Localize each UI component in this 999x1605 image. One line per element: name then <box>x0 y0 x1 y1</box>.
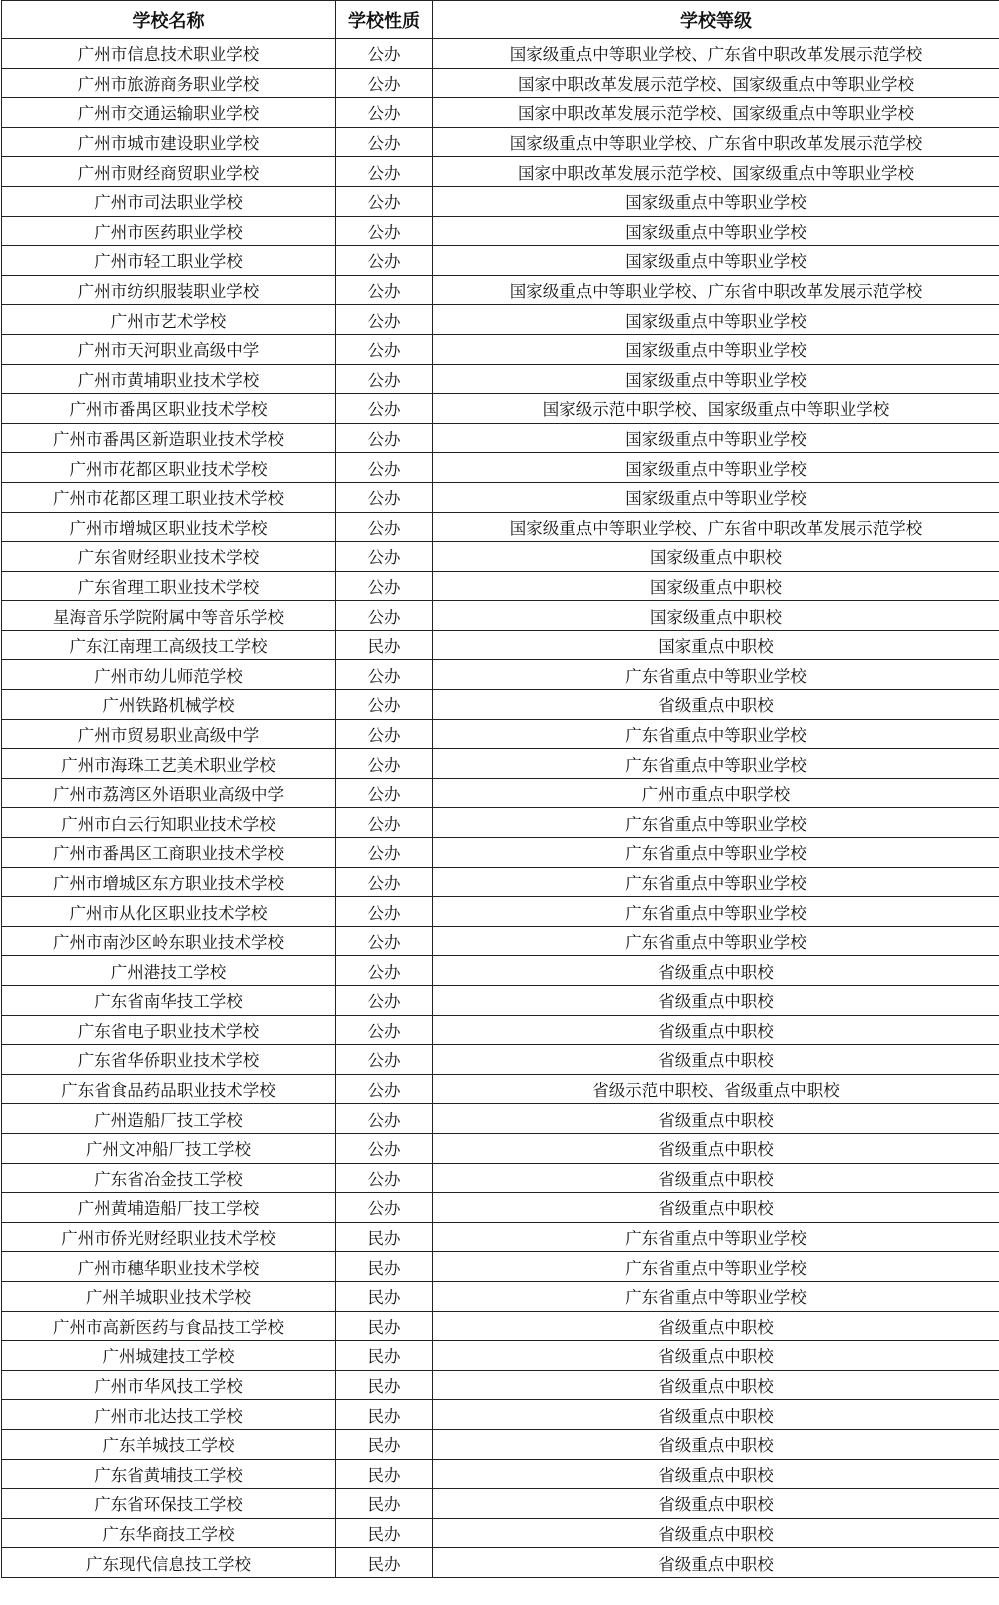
school-level-cell: 国家级重点中等职业学校 <box>433 482 999 512</box>
school-name-cell: 广州造船厂技工学校 <box>2 1104 336 1134</box>
school-name-cell: 广东省财经职业技术学校 <box>2 542 336 572</box>
school-name-cell: 广州市天河职业高级中学 <box>2 334 336 364</box>
table-row <box>2 1370 999 1400</box>
school-level-cell: 国家级示范中职学校、国家级重点中等职业学校 <box>433 394 999 424</box>
school-type-cell: 民办 <box>336 1518 433 1548</box>
school-type-cell: 公办 <box>336 749 433 779</box>
table-row <box>2 1311 999 1341</box>
table-row <box>2 690 999 720</box>
school-name-cell: 广州黄埔造船厂技工学校 <box>2 1193 336 1223</box>
school-type-cell: 公办 <box>336 867 433 897</box>
school-level-cell: 省级重点中职校 <box>433 1341 999 1371</box>
school-type-cell: 民办 <box>336 1311 433 1341</box>
school-type-cell: 公办 <box>336 897 433 927</box>
school-type-cell: 公办 <box>336 838 433 868</box>
table-row <box>2 334 999 364</box>
school-type-cell: 公办 <box>336 1045 433 1075</box>
school-name-cell: 广东省南华技工学校 <box>2 986 336 1016</box>
school-level-cell: 省级重点中职校 <box>433 986 999 1016</box>
header-school-level: 学校等级 <box>433 1 999 39</box>
table-header <box>2 1 999 39</box>
school-name-cell: 广州市旅游商务职业学校 <box>2 68 336 98</box>
school-type-cell: 公办 <box>336 364 433 394</box>
table-row <box>2 1548 999 1578</box>
table-row <box>2 897 999 927</box>
school-level-cell: 广东省重点中等职业学校 <box>433 1281 999 1311</box>
table-row <box>2 601 999 631</box>
school-level-cell: 广东省重点中等职业学校 <box>433 719 999 749</box>
school-level-cell: 广东省重点中等职业学校 <box>433 808 999 838</box>
table-row <box>2 98 999 128</box>
header-school-type: 学校性质 <box>336 1 433 39</box>
school-type-cell: 公办 <box>336 453 433 483</box>
school-type-cell: 公办 <box>336 1104 433 1134</box>
table-row <box>2 838 999 868</box>
school-level-cell: 国家级重点中等职业学校 <box>433 305 999 335</box>
school-type-cell: 民办 <box>336 1429 433 1459</box>
table-body <box>2 39 999 1578</box>
school-type-cell: 民办 <box>336 1489 433 1519</box>
school-type-cell: 公办 <box>336 719 433 749</box>
school-type-cell: 公办 <box>336 98 433 128</box>
school-level-cell: 国家级重点中等职业学校 <box>433 216 999 246</box>
table-row <box>2 1074 999 1104</box>
school-name-cell: 广州市荔湾区外语职业高级中学 <box>2 778 336 808</box>
school-level-cell: 国家级重点中等职业学校 <box>433 246 999 276</box>
school-level-cell: 国家级重点中职校 <box>433 601 999 631</box>
school-name-cell: 广东华商技工学校 <box>2 1518 336 1548</box>
school-type-cell: 民办 <box>336 630 433 660</box>
school-name-cell: 广东现代信息技工学校 <box>2 1548 336 1578</box>
school-type-cell: 公办 <box>336 394 433 424</box>
school-name-cell: 广州市番禺区工商职业技术学校 <box>2 838 336 868</box>
school-name-cell: 广州市城市建设职业学校 <box>2 127 336 157</box>
school-type-cell: 民办 <box>336 1370 433 1400</box>
school-level-cell: 国家级重点中等职业学校 <box>433 364 999 394</box>
table-row <box>2 482 999 512</box>
school-level-cell: 国家级重点中等职业学校 <box>433 453 999 483</box>
school-name-cell: 广州市纺织服装职业学校 <box>2 275 336 305</box>
school-type-cell: 公办 <box>336 1193 433 1223</box>
school-level-cell: 省级重点中职校 <box>433 690 999 720</box>
table-row <box>2 1281 999 1311</box>
school-type-cell: 公办 <box>336 305 433 335</box>
school-level-cell: 广东省重点中等职业学校 <box>433 1222 999 1252</box>
school-type-cell: 公办 <box>336 926 433 956</box>
school-type-cell: 公办 <box>336 1015 433 1045</box>
school-name-cell: 广州羊城职业技术学校 <box>2 1281 336 1311</box>
table-row <box>2 571 999 601</box>
table-row <box>2 808 999 838</box>
table-row <box>2 542 999 572</box>
school-table <box>1 0 999 1578</box>
school-name-cell: 广州港技工学校 <box>2 956 336 986</box>
school-level-cell: 省级重点中职校 <box>433 1459 999 1489</box>
school-level-cell: 国家级重点中等职业学校 <box>433 423 999 453</box>
table-row <box>2 216 999 246</box>
table-row <box>2 68 999 98</box>
school-name-cell: 广东省冶金技工学校 <box>2 1163 336 1193</box>
school-name-cell: 广州市幼儿师范学校 <box>2 660 336 690</box>
school-name-cell: 广州市黄埔职业技术学校 <box>2 364 336 394</box>
school-name-cell: 广州文冲船厂技工学校 <box>2 1133 336 1163</box>
school-name-cell: 广州市花都区职业技术学校 <box>2 453 336 483</box>
school-name-cell: 广州市番禺区职业技术学校 <box>2 394 336 424</box>
table-row <box>2 423 999 453</box>
school-level-cell: 省级重点中职校 <box>433 1015 999 1045</box>
school-level-cell: 省级重点中职校 <box>433 1429 999 1459</box>
school-type-cell: 公办 <box>336 423 433 453</box>
header-school-name: 学校名称 <box>2 1 336 39</box>
school-type-cell: 公办 <box>336 39 433 69</box>
school-type-cell: 公办 <box>336 542 433 572</box>
school-name-cell: 广州市侨光财经职业技术学校 <box>2 1222 336 1252</box>
school-level-cell: 国家重点中职校 <box>433 630 999 660</box>
school-level-cell: 国家中职改革发展示范学校、国家级重点中等职业学校 <box>433 68 999 98</box>
table-row <box>2 275 999 305</box>
table-row <box>2 39 999 69</box>
table-row <box>2 1429 999 1459</box>
school-type-cell: 民办 <box>336 1252 433 1282</box>
school-name-cell: 广州市海珠工艺美术职业学校 <box>2 749 336 779</box>
school-level-cell: 省级重点中职校 <box>433 1193 999 1223</box>
table-row <box>2 127 999 157</box>
table-row <box>2 1133 999 1163</box>
table-row <box>2 394 999 424</box>
school-level-cell: 广州市重点中职学校 <box>433 778 999 808</box>
school-name-cell: 广州市信息技术职业学校 <box>2 39 336 69</box>
school-type-cell: 公办 <box>336 157 433 187</box>
school-name-cell: 广州市番禺区新造职业技术学校 <box>2 423 336 453</box>
school-name-cell: 广州市花都区理工职业技术学校 <box>2 482 336 512</box>
school-type-cell: 民办 <box>336 1459 433 1489</box>
school-type-cell: 公办 <box>336 1133 433 1163</box>
table-row <box>2 749 999 779</box>
school-level-cell: 国家中职改革发展示范学校、国家级重点中等职业学校 <box>433 98 999 128</box>
school-level-cell: 省级重点中职校 <box>433 1045 999 1075</box>
school-type-cell: 公办 <box>336 660 433 690</box>
school-name-cell: 广州市高新医药与食品技工学校 <box>2 1311 336 1341</box>
school-type-cell: 公办 <box>336 68 433 98</box>
school-name-cell: 广东省华侨职业技术学校 <box>2 1045 336 1075</box>
table-row <box>2 986 999 1016</box>
school-name-cell: 广东江南理工高级技工学校 <box>2 630 336 660</box>
school-name-cell: 广州市艺术学校 <box>2 305 336 335</box>
school-level-cell: 国家级重点中等职业学校、广东省中职改革发展示范学校 <box>433 39 999 69</box>
school-type-cell: 民办 <box>336 1548 433 1578</box>
school-level-cell: 省级重点中职校 <box>433 1370 999 1400</box>
table-row <box>2 1045 999 1075</box>
school-level-cell: 省级重点中职校 <box>433 1104 999 1134</box>
school-name-cell: 广东省环保技工学校 <box>2 1489 336 1519</box>
school-name-cell: 广州铁路机械学校 <box>2 690 336 720</box>
school-level-cell: 省级重点中职校 <box>433 1489 999 1519</box>
table-row <box>2 778 999 808</box>
school-name-cell: 广州市增城区东方职业技术学校 <box>2 867 336 897</box>
school-type-cell: 公办 <box>336 482 433 512</box>
school-type-cell: 公办 <box>336 956 433 986</box>
table-row <box>2 1459 999 1489</box>
school-level-cell: 省级示范中职校、省级重点中职校 <box>433 1074 999 1104</box>
school-name-cell: 广州市增城区职业技术学校 <box>2 512 336 542</box>
table-row <box>2 1518 999 1548</box>
school-name-cell: 广州市从化区职业技术学校 <box>2 897 336 927</box>
school-level-cell: 省级重点中职校 <box>433 1548 999 1578</box>
school-level-cell: 广东省重点中等职业学校 <box>433 660 999 690</box>
table-row <box>2 956 999 986</box>
school-level-cell: 国家级重点中等职业学校、广东省中职改革发展示范学校 <box>433 275 999 305</box>
table-row <box>2 630 999 660</box>
table-row <box>2 1252 999 1282</box>
school-type-cell: 民办 <box>336 1341 433 1371</box>
school-name-cell: 广州市北达技工学校 <box>2 1400 336 1430</box>
school-type-cell: 民办 <box>336 1281 433 1311</box>
school-level-cell: 广东省重点中等职业学校 <box>433 1252 999 1282</box>
school-type-cell: 公办 <box>336 246 433 276</box>
school-level-cell: 国家级重点中职校 <box>433 542 999 572</box>
school-level-cell: 国家级重点中职校 <box>433 571 999 601</box>
school-name-cell: 广州市贸易职业高级中学 <box>2 719 336 749</box>
school-name-cell: 广东羊城技工学校 <box>2 1429 336 1459</box>
table-row <box>2 157 999 187</box>
table-row <box>2 512 999 542</box>
school-level-cell: 广东省重点中等职业学校 <box>433 897 999 927</box>
school-level-cell: 省级重点中职校 <box>433 1518 999 1548</box>
school-level-cell: 广东省重点中等职业学校 <box>433 867 999 897</box>
table-row <box>2 1015 999 1045</box>
school-name-cell: 广州市穗华职业技术学校 <box>2 1252 336 1282</box>
school-level-cell: 广东省重点中等职业学校 <box>433 749 999 779</box>
school-name-cell: 广东省黄埔技工学校 <box>2 1459 336 1489</box>
school-type-cell: 公办 <box>336 1163 433 1193</box>
school-name-cell: 广州市财经商贸职业学校 <box>2 157 336 187</box>
school-name-cell: 广州市交通运输职业学校 <box>2 98 336 128</box>
school-level-cell: 省级重点中职校 <box>433 1400 999 1430</box>
school-level-cell: 广东省重点中等职业学校 <box>433 926 999 956</box>
table-row <box>2 1341 999 1371</box>
school-type-cell: 公办 <box>336 275 433 305</box>
table-row <box>2 1104 999 1134</box>
table-row <box>2 305 999 335</box>
school-level-cell: 省级重点中职校 <box>433 956 999 986</box>
table-row <box>2 186 999 216</box>
table-row <box>2 1193 999 1223</box>
school-name-cell: 广州市白云行知职业技术学校 <box>2 808 336 838</box>
school-level-cell: 广东省重点中等职业学校 <box>433 838 999 868</box>
table-row <box>2 867 999 897</box>
table-row <box>2 926 999 956</box>
school-name-cell: 广州市医药职业学校 <box>2 216 336 246</box>
school-level-cell: 国家级重点中等职业学校、广东省中职改革发展示范学校 <box>433 127 999 157</box>
table-row <box>2 246 999 276</box>
school-type-cell: 公办 <box>336 1074 433 1104</box>
school-type-cell: 公办 <box>336 334 433 364</box>
header-row <box>2 1 999 39</box>
school-type-cell: 公办 <box>336 778 433 808</box>
school-level-cell: 国家级重点中等职业学校 <box>433 334 999 364</box>
table-row <box>2 1489 999 1519</box>
school-level-cell: 国家级重点中等职业学校、广东省中职改革发展示范学校 <box>433 512 999 542</box>
school-level-cell: 省级重点中职校 <box>433 1163 999 1193</box>
school-name-cell: 广州市司法职业学校 <box>2 186 336 216</box>
school-type-cell: 公办 <box>336 512 433 542</box>
school-type-cell: 公办 <box>336 986 433 1016</box>
table-row <box>2 1163 999 1193</box>
table-row <box>2 660 999 690</box>
school-name-cell: 广州市南沙区岭东职业技术学校 <box>2 926 336 956</box>
school-name-cell: 广东省食品药品职业技术学校 <box>2 1074 336 1104</box>
school-type-cell: 公办 <box>336 808 433 838</box>
school-type-cell: 公办 <box>336 127 433 157</box>
table-row <box>2 1222 999 1252</box>
table-row <box>2 364 999 394</box>
school-type-cell: 公办 <box>336 601 433 631</box>
school-type-cell: 民办 <box>336 1222 433 1252</box>
school-level-cell: 省级重点中职校 <box>433 1311 999 1341</box>
school-type-cell: 民办 <box>336 1400 433 1430</box>
school-name-cell: 广州市华风技工学校 <box>2 1370 336 1400</box>
table-row <box>2 719 999 749</box>
school-name-cell: 广州城建技工学校 <box>2 1341 336 1371</box>
school-name-cell: 广东省理工职业技术学校 <box>2 571 336 601</box>
school-name-cell: 广东省电子职业技术学校 <box>2 1015 336 1045</box>
school-name-cell: 广州市轻工职业学校 <box>2 246 336 276</box>
school-type-cell: 公办 <box>336 571 433 601</box>
school-name-cell: 星海音乐学院附属中等音乐学校 <box>2 601 336 631</box>
school-type-cell: 公办 <box>336 690 433 720</box>
table-row <box>2 1400 999 1430</box>
school-level-cell: 省级重点中职校 <box>433 1133 999 1163</box>
school-level-cell: 国家级重点中等职业学校 <box>433 186 999 216</box>
school-type-cell: 公办 <box>336 216 433 246</box>
table-row <box>2 453 999 483</box>
school-level-cell: 国家中职改革发展示范学校、国家级重点中等职业学校 <box>433 157 999 187</box>
school-type-cell: 公办 <box>336 186 433 216</box>
